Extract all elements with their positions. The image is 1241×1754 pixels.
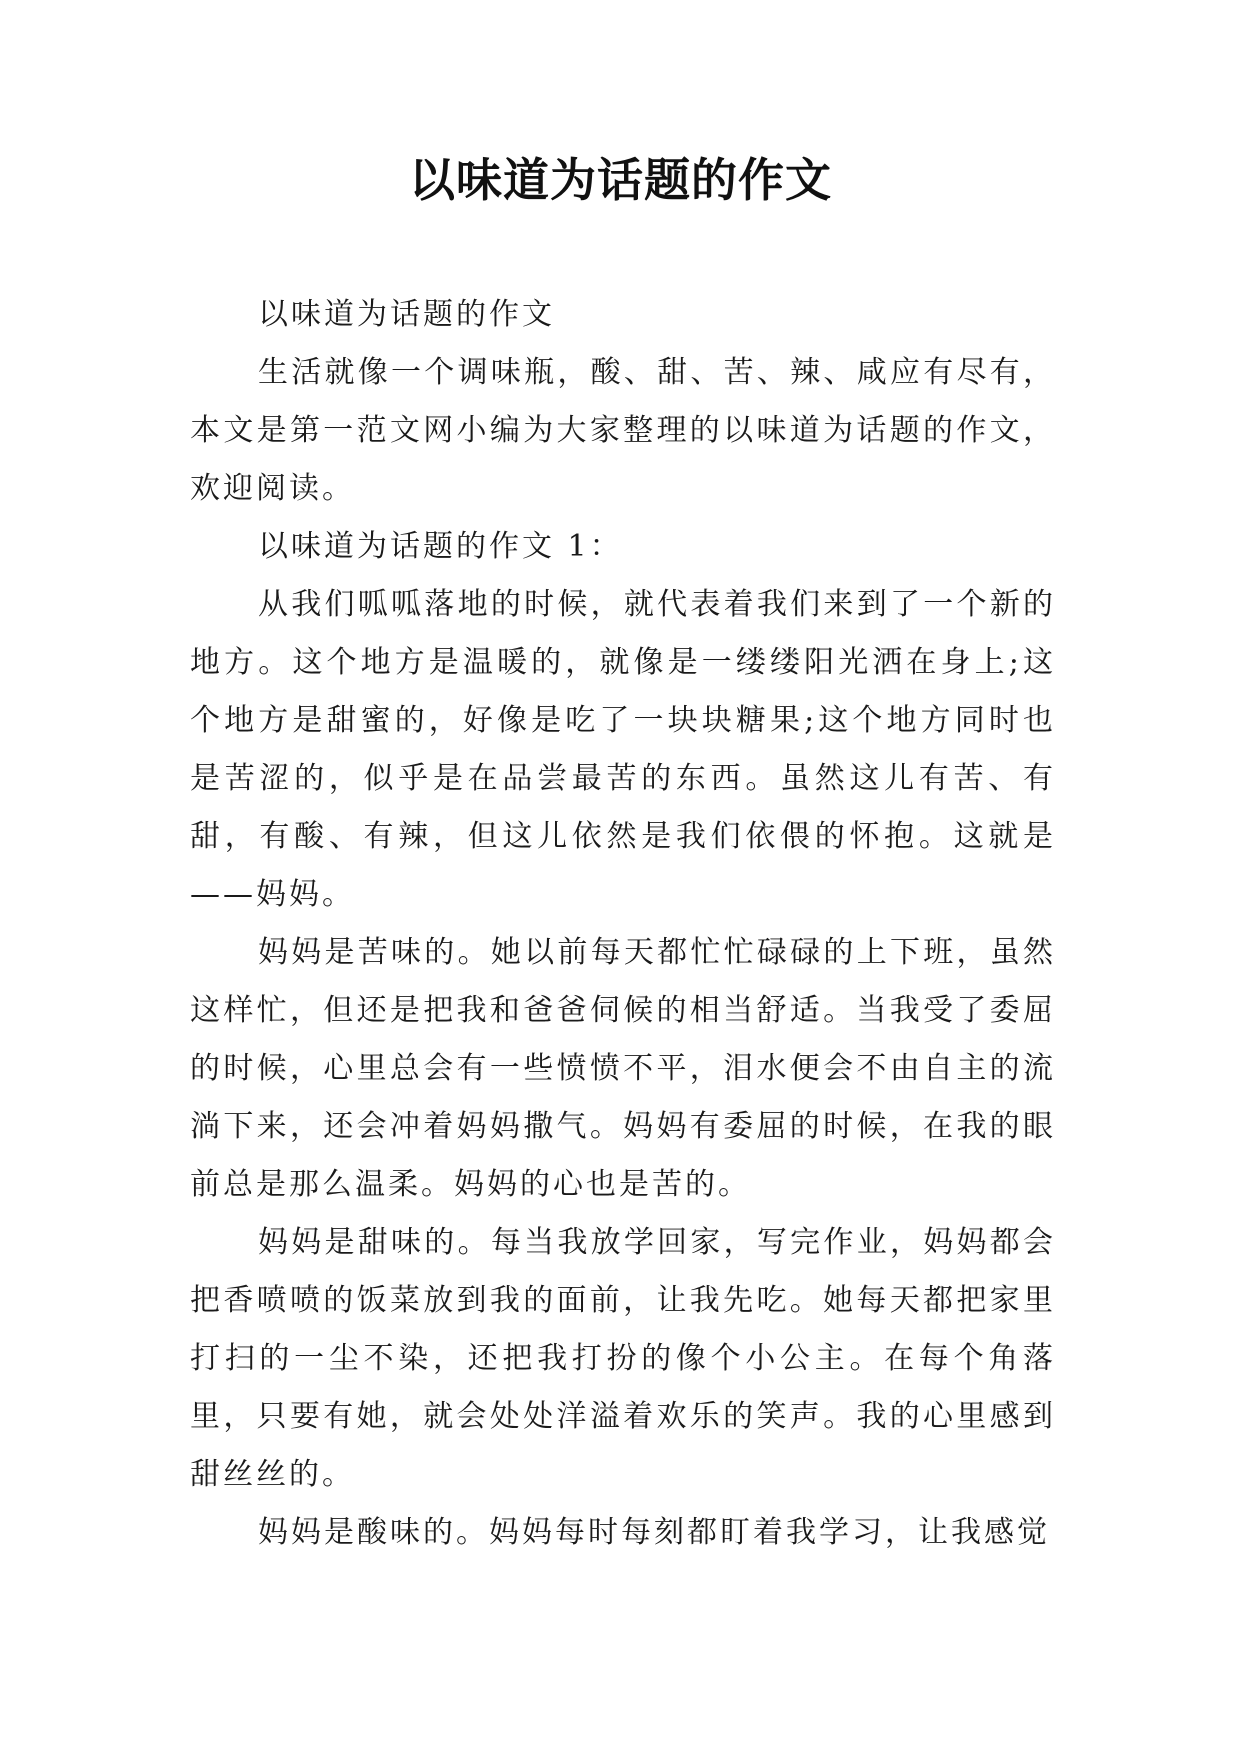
essay-paragraph-bitter: 妈妈是苦味的。她以前每天都忙忙碌碌的上下班，虽然这样忙，但还是把我和爸爸伺候的相当舒适。当我受了委屈的时候，心里总会有一些愤愤不平，泪水便会不由自主的流淌下来，还会冲着妈妈撒气。妈妈有委屈的时候，在我的眼前总是那么温柔。妈妈的心也是苦的。 bbox=[190, 935, 1056, 1202]
intro-heading: 以味道为话题的作文 bbox=[258, 297, 555, 332]
essay-paragraph-sour: 妈妈是酸味的。妈妈每时每刻都盯着我学习，让我感觉 bbox=[258, 1515, 1050, 1550]
document-title: 以味道为话题的作文 bbox=[409, 153, 832, 207]
document-body bbox=[190, 286, 1056, 1562]
essay-1-heading: 以味道为话题的作文 1： bbox=[258, 529, 623, 564]
essay-paragraph-sweet: 妈妈是甜味的。每当我放学回家，写完作业，妈妈都会把香喷喷的饭菜放到我的面前，让我先吃。她每天都把家里打扫的一尘不染，还把我打扮的像个小公主。在每个角落里，只要有她，就会处处洋溢着欢乐的笑声。我的心里感到甜丝丝的。 bbox=[190, 1225, 1056, 1492]
essay-paragraph: 从我们呱呱落地的时候，就代表着我们来到了一个新的地方。这个地方是温暖的，就像是一缕缕阳光洒在身上;这个地方是甜蜜的，好像是吃了一块块糖果;这个地方同时也是苦涩的，似乎是在品尝最苦的东西。虽然这儿有苦、有甜，有酸、有辣，但这儿依然是我们依偎的怀抱。这就是——妈妈。 bbox=[190, 587, 1056, 912]
intro-paragraph: 生活就像一个调味瓶，酸、甜、苦、辣、咸应有尽有，本文是第一范文网小编为大家整理的以味道为话题的作文，欢迎阅读。 bbox=[190, 355, 1056, 506]
